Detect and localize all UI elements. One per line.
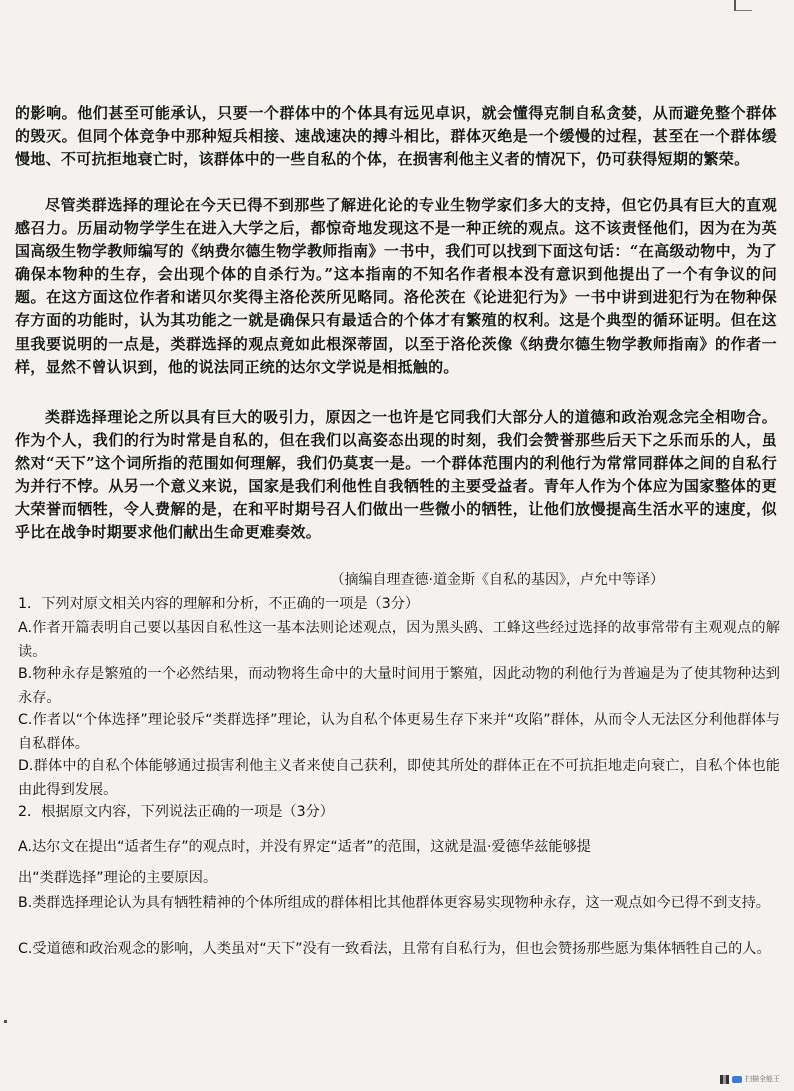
qr-code-icon — [720, 1075, 729, 1084]
question-2-stem: 2．根据原文内容，下列说法正确的一项是（3分） — [18, 804, 334, 820]
question-1-option-b: B.物种永存是繁殖的一个必然结果，而动物将生命中的大量时间用于繁殖，因此动物的利他行为普遍是为了使其物种达到永存。 — [18, 666, 780, 707]
question-2-option-a-line-1: A.达尔文在提出“适者生存”的观点时，并没有界定“适者”的范围，这就是温·爱德华兹能够提 — [18, 839, 591, 855]
question-1-option-c: C.作者以“个体选择”理论驳斥“类群选择”理论，认为自私个体更易生存下来并“攻陷”群体，从而令人无法区分利他群体与自私群体。 — [18, 712, 780, 753]
passage-paragraph-1: 的影响。他们甚至可能承认，只要一个群体中的个体具有远见卓识，就会懂得克制自私贪婪，从而避免整个群体的毁灭。但同个体竞争中那种短兵相接、速战速决的搏斗相比，群体灭绝是一个缓慢的过程，甚至在一个群体缓慢地、不可抗拒地衰亡时，该群体中的一些自私的个体，在损害利他主义者的情况下，仍可获得短期的繁荣。 — [15, 104, 777, 169]
watermark-text: 扫描全能王 — [745, 1075, 780, 1083]
passage-paragraph-2: 尽管类群选择的理论在今天已得不到那些了解进化论的专业生物学家们多大的支持，但它仍具有巨大的直观感召力。历届动物学学生在进入大学之后，都惊奇地发现这不是一种正统的观点。这不该责怪他们，因为在为英国高级生物学教师编写的《纳费尔德生物学教师指南》一书中，我们可以找到下面这句话：“在高级动物中，为了确保本物种的生存，会出现个体的自杀行为。”这本指南的不知名作者根本没有意识到他提出了一个有争议的问题。在这方面这位作者和诺贝尔奖得主洛伦茨所见略同。洛伦茨在《论进犯行为》一书中讲到进犯行为在物种保存方面的功能时，认为其功能之一就是确保只有最适合的个体才有繁殖的权利。这是个典型的循环证明。但在这里我要说明的一点是，类群选择的观点竟如此根深蒂固，以至于洛伦茨像《纳费尔德生物学教师指南》的作者一样，显然不曾认识到，他的说法同正统的达尔文学说是相抵触的。 — [15, 196, 777, 376]
question-1-option-d: D.群体中的自私个体能够通过损害利他主义者来使自己获利，即使其所处的群体正在不可抗拒地走向衰亡，自私个体也能由此得到发展。 — [18, 758, 780, 799]
scan-mark — [734, 0, 752, 11]
question-2-option-a-line-2: 出“类群选择”理论的主要原因。 — [18, 870, 218, 886]
scan-speck — [4, 1020, 7, 1023]
scanner-watermark — [720, 1074, 780, 1084]
scanner-logo-icon — [732, 1076, 742, 1083]
question-1-stem: 1．下列对原文相关内容的理解和分析，不正确的一项是（3分） — [18, 596, 420, 612]
question-2-option-c: C.受道德和政治观念的影响，人类虽对“天下”没有一致看法，且常有自私行为，但也会赞扬那些愿为集体牺牲自己的人。 — [18, 941, 771, 957]
passage-paragraph-3: 类群选择理论之所以具有巨大的吸引力，原因之一也许是它同我们大部分人的道德和政治观念完全相吻合。作为个人，我们的行为时常是自私的，但在我们以高姿态出现的时刻，我们会赞誉那些后天下之乐而乐的人，虽然对“天下”这个词所指的范围如何理解，我们仍莫衷一是。一个群体范围内的利他行为常常同群体之间的自私行为并行不悖。从另一个意义来说，国家是我们利他性自我牺牲的主要受益者。青年人作为个体应为国家整体的更大荣誉而牺牲，令人费解的是，在和平时期号召人们做出一些微小的牺牲，让他们放慢提高生活水平的速度，似乎比在战争时期要求他们献出生命更难奏效。 — [15, 408, 777, 542]
question-1-option-a: A.作者开篇表明自己要以基因自私性这一基本法则论述观点，因为黑头鸥、工蜂这些经过选择的故事常带有主观观点的解读。 — [18, 620, 780, 661]
question-2-option-b: B.类群选择理论认为具有牺牲精神的个体所组成的群体相比其他群体更容易实现物种永存，这一观点如今已得不到支持。 — [18, 895, 770, 911]
passage-source: （摘编自理查德·道金斯《自私的基因》，卢允中等译） — [330, 572, 664, 588]
